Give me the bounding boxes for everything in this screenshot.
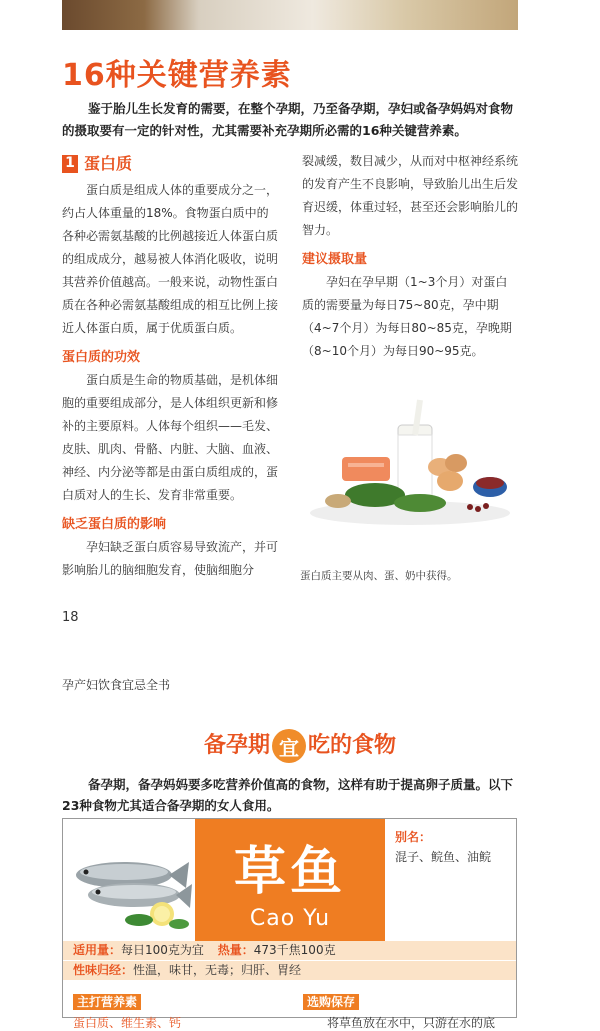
nutrients-label: 主打营养素 [73,994,141,1010]
protein-paragraph: 蛋白质是组成人体的重要成分之一，约占人体重量的18%。食物蛋白质中的各种必需氨基酸的比例越接近人体蛋白质的组成成分，越易被人体消化吸收，说明其营养价值越高。一般来说，动物性蛋白质在各种必需氨基酸组成的相互比例上接近人体蛋白质，属于优质蛋白质。 [62,183,279,335]
calorie-label: 热量： [217,943,254,957]
nature-label: 性味归经： [73,963,134,977]
section-heading [62,152,280,175]
page-title: 16种关键营养素 [62,58,292,93]
title-part-1: 备孕期 [203,733,270,758]
effects-heading: 蛋白质的功效 [62,350,141,365]
calorie-value: 473千焦100克 [253,943,336,957]
amount-value: 每日100克为宜 [121,943,204,957]
title-circle-char: 宜 [272,729,306,763]
storage-value: 将草鱼放在水中，只游在水的底 [327,1016,496,1030]
title-part-2: 吃的食物 [308,733,397,758]
food-name-block [195,819,385,941]
food-name-pinyin: Cao Yu [249,906,331,931]
section-title-2 [0,728,600,763]
nutrients-section [73,991,181,1031]
alias-label: 别名： [395,830,432,844]
image-caption: 蛋白质主要从肉、蛋、奶中获得。 [300,570,458,582]
section-number: 1 [62,155,78,173]
intro-paragraph-2: 备孕期，备孕妈妈要多吃营养价值高的食物，这样有助于提高卵子质量。以下23种食物尤其适合备孕期的女人食用。 [62,777,514,813]
nature-value: 性温，味甘，无毒；归肝、胃经 [133,963,302,977]
lack-heading: 缺乏蛋白质的影响 [62,517,167,532]
right-column [302,150,518,363]
protein-food-image [300,395,520,535]
fish-image [64,820,194,942]
amount-label: 适用量： [73,943,122,957]
page-number: 18 [62,610,79,625]
food-card [62,818,517,1030]
intro-paragraph: 鉴于胎儿生长发育的需要，在整个孕期，乃至备孕期，孕妇或备孕妈妈对食物的摄取要有一定的针对性，尤其需要补充孕期所必需的16种关键营养素。 [62,101,514,138]
amount-row [63,941,516,960]
food-name-cn: 草鱼 [233,841,346,902]
nature-row [63,961,516,980]
nutrients-value: 蛋白质、维生素、钙 [73,1016,182,1030]
lack-paragraph: 孕妇缺乏蛋白质容易导致流产，并可影响胎儿的脑细胞发育，使脑细胞分 [62,540,279,577]
intake-heading: 建议摄取量 [302,252,368,267]
top-food-photo [62,0,518,30]
storage-section [303,991,495,1031]
book-title: 孕产妇饮食宜忌全书 [62,678,171,692]
lack-paragraph-cont: 裂减缓，数目减少，从而对中枢神经系统的发育产生不良影响，导致胎儿出生后发育迟缓，体重过轻，甚至还会影响胎儿的智力。 [302,154,519,237]
left-column [62,152,280,582]
intake-paragraph: 孕妇在孕早期（1~3个月）对蛋白质的需要量为每日75~80克，孕中期（4~7个月）为每日80~85克，孕晚期（8~10个月）为每日90~95克。 [302,275,512,358]
effects-paragraph: 蛋白质是生命的物质基础，是机体细胞的重要组成部分，是人体组织更新和修补的主要原料。人体每个组织——毛发、皮肤、肌肉、骨骼、内脏、大脑、血液、神经、内分泌等都是由蛋白质组成的，蛋白质对人的生长、发育非常重要。 [62,373,279,502]
alias-value: 混子、鲩鱼、油鲩 [395,850,492,864]
section-title: 蛋白质 [84,154,133,173]
alias-block [395,827,491,867]
storage-label: 选购保存 [303,994,359,1010]
